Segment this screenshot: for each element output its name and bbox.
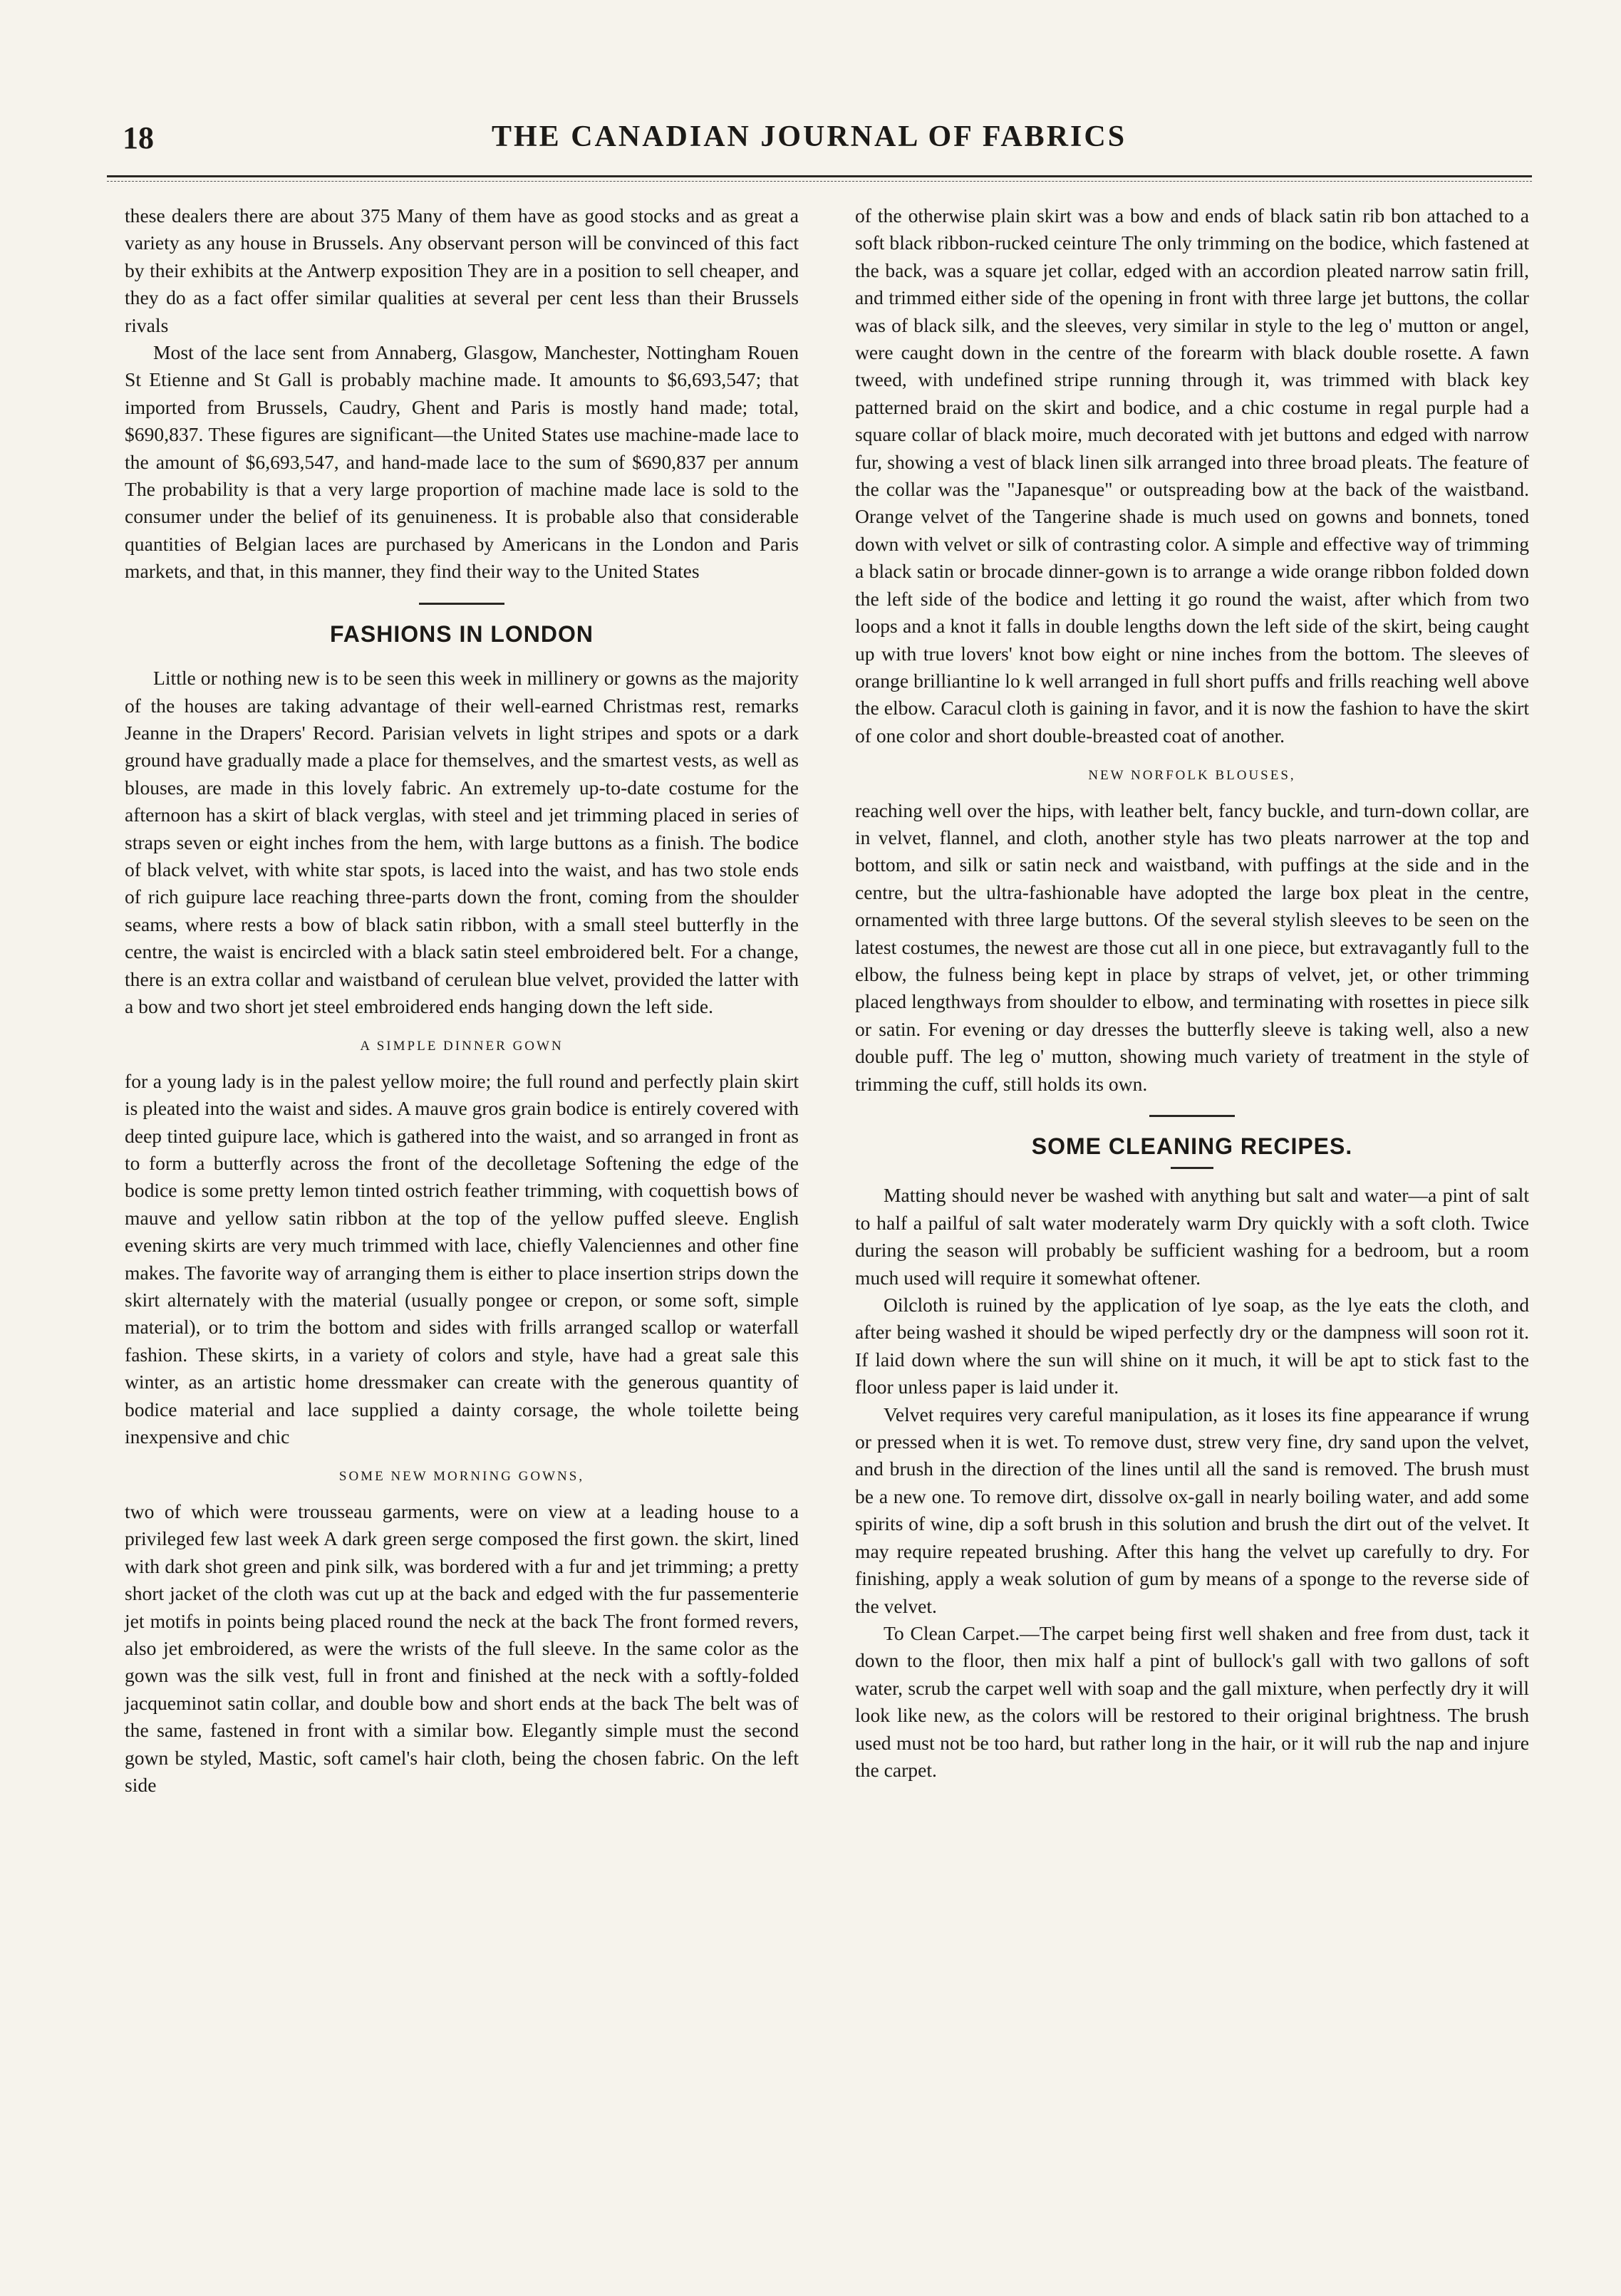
- journal-title: THE CANADIAN JOURNAL OF FABRICS: [492, 120, 1127, 153]
- norfolk-blouses-paragraph: reaching well over the hips, with leather belt, fancy buckle, and turn-down collar, are in velvet, flannel, and cloth, another style has two pleats narrower at the top and bottom, and silk or satin neck and waistband, with puffings at the side and in the centre, but the ultra-fashionable have adopted the large box pleat in the centre, ornamented with three large buttons. Of the several stylish sleeves to be seen on the latest costumes, the newest are those cut all in one piece, but extravagantly full to the elbow, the fulness being kept in place by straps of velvet, jet, or other trimming placed lengthways from shoulder to elbow, and terminating with rosettes in piece silk or satin. For evening or day dresses the butterfly sleeve is taking well, also a new double puff. The leg o' mutton, showing much variety of treatment in the style of trimming the cuff, still holds its own.: [855, 799, 1529, 1095]
- right-column: [855, 202, 1529, 1784]
- page-number: 18: [123, 120, 154, 155]
- lace-imports-paragraph: Most of the lace sent from Annaberg, Glasgow, Manchester, Nottingham Rouen St Etienne and St Gall is probably machine made. It amounts to $6,693,547; that imported from Brussels, Caudry, Ghent and Paris is mostly hand made; total, $690,837. These figures are significant—the United States use machine-made lace to the amount of $6,693,547, and hand-made lace to the sum of $690,837 per annum The probability is that a very large proportion of machine made lace is sold to the consumer under the belief of its genuineness. It is probable also that considerable quantities of Belgian laces are purchased by Americans in the London and Paris markets, and that, in this manner, they find their way to the United States: [125, 341, 799, 583]
- left-column: [125, 202, 799, 1799]
- page-header: [107, 120, 1532, 162]
- cleaning-heading: SOME CLEANING RECIPES.: [1031, 1133, 1353, 1159]
- gown-continuation-paragraph: of the otherwise plain skirt was a bow and ends of black satin rib bon attached to a soft black ribbon-rucked ceinture The only trimming on the bodice, which fastened at the back, was a square jet collar, edged with an accordion pleated narrow satin frill, and trimmed either side of the opening in front with three large jet buttons, the collar was of black silk, and the sleeves, very similar in style to the leg o' mutton or angel, were caught down in the centre of the forearm with black double rosette. A fawn tweed, with undefined stripe running through it, was trimmed with black key patterned braid on the skirt and bodice, and a chic costume in regal purple had a square collar of black moire, much decorated with jet buttons and edged with narrow fur, showing a vest of black linen silk arranged into three broad pleats. The feature of the collar was the "Japanesque" or outspreading bow at the back of the waistband. Orange velvet of the Tangerine shade is much used on gowns and bonnets, toned down with velvet or silk of contrasting color. A simple and effective way of trimming a black satin or brocade dinner-gown is to arrange a wide orange ribbon folded down the left side of the bodice and letting it go round the waist, after which from two loops and a knot it falls in double lengths down the left side of the skirt, being caught up with true lovers' knot bow eight or nine inches from the bottom. The sleeves of orange brilliantine lo k well arranged in full short puffs and frills reaching well above the elbow. Caracul cloth is gaining in favor, and it is now the fashion to have the skirt of one color and short double-breasted coat of another.: [855, 204, 1529, 747]
- header-rule: [107, 175, 1532, 182]
- carpet-paragraph: To Clean Carpet.—The carpet being first well shaken and free from dust, tack it down to the floor, then mix half a pint of bullock's gall with two gallons of soft water, scrub the carpet well with soap and the gall mixture, when perfectly dry it will look like new, as the colors will be restored to their original brightness. The brush used must not be too hard, but rather long in the hair, or it will rub the nap and injure the carpet.: [855, 1621, 1529, 1781]
- morning-gowns-paragraph: two of which were trousseau garments, were on view at a leading house to a privileged few last week A dark green serge composed the first gown. the skirt, lined with dark shot green and pink silk, was bordered with a fur and jet trimming; a pretty short jacket of the cloth was cut up at the back and edged with the fur passementerie jet motifs in points being placed round the neck at the back The front formed revers, also jet embroidered, as were the wrists of the full sleeve. In the same color as the gown was the silk vest, full in front and finished at the neck with a softly-folded jacqueminot satin collar, and double bow and short ends at the back The belt was of the same, fastened in front with a similar bow. Elegantly simple must the second gown be styled, Mastic, soft camel's hair cloth, being the chosen fabric. On the left side: [125, 1500, 799, 1796]
- fashions-paragraph: Little or nothing new is to be seen this week in millinery or gowns as the majority of the houses are taking advantage of their well-earned Christmas rest, remarks Jeanne in the Drapers' Record. Parisian velvets in light stripes and spots or a dark ground have gradually made a place for themselves, and the smartest vests, as well as blouses, are made in this lovely fabric. An extremely up-to-date costume for the afternoon has a skirt of black verglas, with steel and jet trimming placed in series of straps seven or eight inches from the hem, with large buttons as a finish. The bodice of black velvet, with white star spots, is laced into the waist, and has two stole ends of rich guipure lace reaching three-parts down the front, coming from the shoulder seams, where rests a bow of black satin ribbon, with a small steel butterfly in the centre, the waist is encircled with a black satin steel embroidered belt. For a change, there is an extra collar and waistband of cerulean blue velvet, provided the latter with a bow and two short jet steel embroidered ends hanging down the left side.: [125, 667, 799, 1017]
- lace-dealers-paragraph: these dealers there are about 375 Many of them have as good stocks and as great a variety as any house in Brussels. Any observant person will be convinced of this fact by their exhibits at the Antwerp exposition They are in a position to sell cheaper, and they do as a fact offer similar qualities at several per cent less than their Brussels rivals: [125, 204, 799, 336]
- matting-paragraph: Matting should never be washed with anything but salt and water—a pint of salt to half a pailful of salt water moderately warm Dry quickly with a soft cloth. Twice during the season will probably be sufficient washing for a bedroom, but a room much used will require it somewhat oftener.: [855, 1184, 1529, 1289]
- norfolk-blouses-subheading: NEW NORFOLK BLOUSES,: [1088, 768, 1296, 784]
- section-divider: [1149, 1115, 1235, 1117]
- velvet-paragraph: Velvet requires very careful manipulation, as it loses its fine appearance if wrung or pressed when it is wet. To remove dust, strew very fine, dry sand upon the velvet, and brush in the direction of the lines until all the sand is removed. The brush must be a new one. To remove dirt, dissolve ox-gall in nearly boiling water, and add some spirits of wine, dip a soft brush in this solution and brush the dirt out of the velvet. It may require repeated brushing. After this hang the velvet up carefully to dry. For finishing, apply a weak solution of gum by means of a sponge to the reverse side of the velvet.: [855, 1403, 1529, 1617]
- dinner-gown-paragraph: for a young lady is in the palest yellow moire; the full round and perfectly plain skirt is pleated into the waist and sides. A mauve gros grain bodice is entirely covered with deep tinted guipure lace, which is gathered into the waist, and so arranged in front as to form a butterfly across the front of the decolletage Softening the edge of the bodice is some pretty lemon tinted ostrich feather trimming, with coquettish bows of mauve and yellow satin ribbon at the top of the yellow puffed sleeve. English evening skirts are very much trimmed with lace, chiefly Valenciennes and other fine makes. The favorite way of arranging them is either to place insertion strips down the skirt alternately with the material (usually pongee or crepon, or some soft, simple material), or to trim the bottom and sides with frills arranged scallop or waterfall fashion. These skirts, in a variety of colors and style, have had a great sale this winter, as an artistic home dressmaker can create with the generous quantity of bodice material and lace supplied a dainty corsage, the whole toilette being inexpensive and chic: [125, 1069, 799, 1448]
- oilcloth-paragraph: Oilcloth is ruined by the application of lye soap, as the lye eats the cloth, and after being washed it should be wiped perfectly dry or the dampness will soon rot it. If laid down where the sun will shine on it much, it will be apt to stick fast to the floor unless paper is laid under it.: [855, 1294, 1529, 1398]
- section-divider: [419, 603, 504, 605]
- fashions-heading: FASHIONS IN LONDON: [329, 620, 594, 647]
- heading-underline: [1171, 1167, 1213, 1169]
- morning-gowns-subheading: SOME NEW MORNING GOWNS,: [338, 1469, 585, 1485]
- dinner-gown-subheading: A SIMPLE DINNER GOWN: [360, 1039, 564, 1054]
